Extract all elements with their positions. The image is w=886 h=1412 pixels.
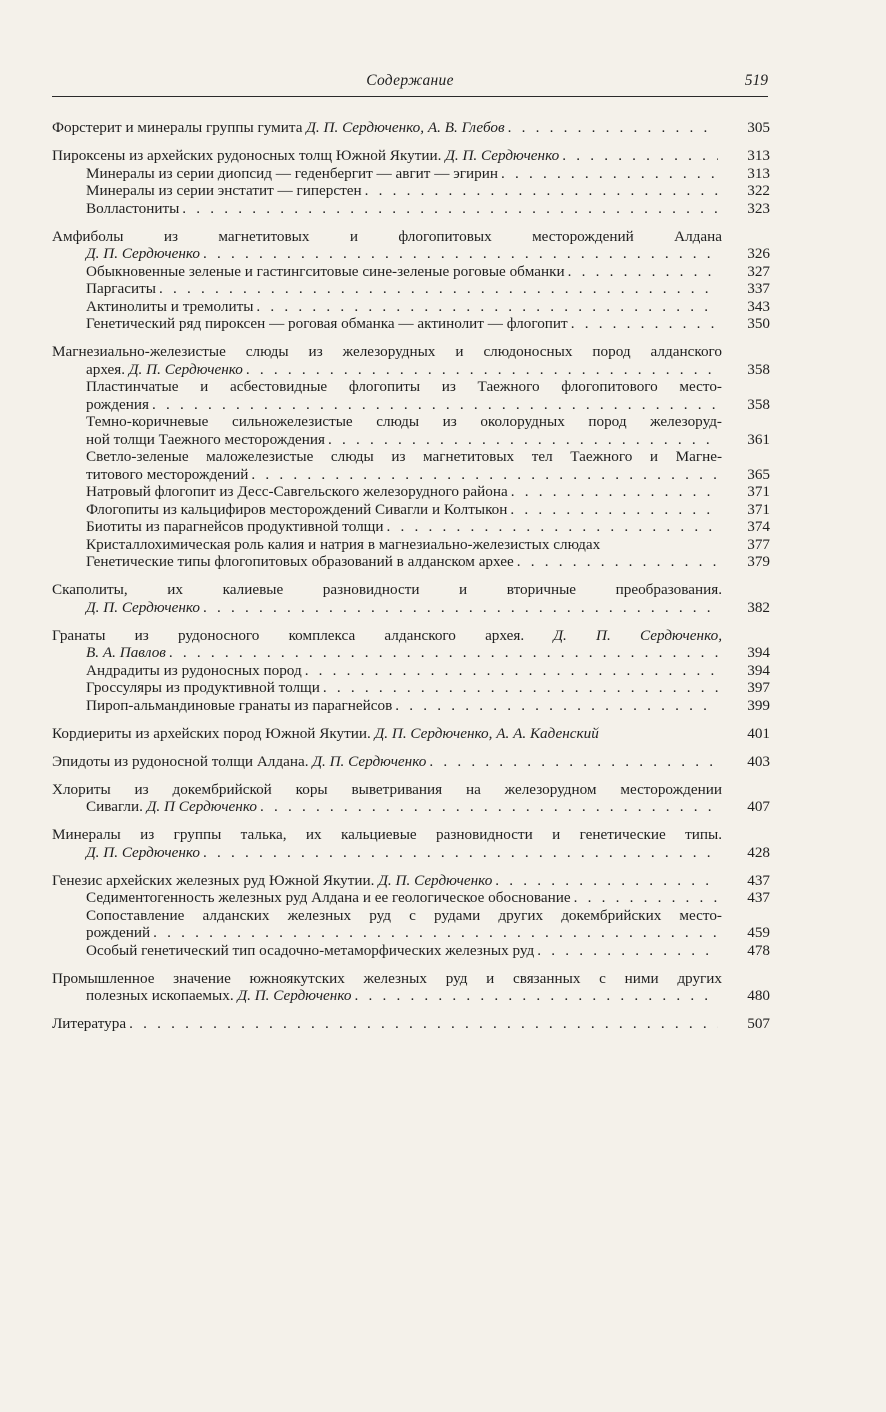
entry-title: Минералы из группы талька, их кальциевые разновидности и генетические типы.: [52, 826, 722, 843]
toc-line: [52, 781, 770, 799]
entry-page-number: 371: [747, 483, 770, 500]
entry-title: рождения: [86, 395, 150, 413]
entry-author: Д. П. Сердюченко: [312, 752, 427, 770]
entry-author: Д. П. Сердюченко: [445, 147, 560, 164]
toc-entry[interactable]: [52, 753, 770, 771]
toc-line: [52, 798, 770, 816]
dot-leader: [129, 1015, 718, 1033]
toc-entry[interactable]: [52, 228, 770, 333]
toc-entry[interactable]: [52, 581, 770, 616]
dot-leader: [562, 147, 718, 165]
dot-leader: [537, 942, 718, 960]
dot-leader: [246, 361, 718, 379]
dot-leader: [182, 200, 718, 218]
toc-line: [52, 581, 770, 599]
toc-line: [86, 697, 770, 715]
entry-text: [52, 581, 722, 599]
entry-page-number: 394: [747, 644, 770, 661]
entry-title: Эпидоты из рудоносной толщи Алдана.: [52, 752, 309, 770]
entry-title: Сопоставление алданских железных руд с рудами других докембрийских место-: [86, 906, 722, 924]
dot-leader: [511, 483, 718, 501]
entry-title: Натровый флогопит из Десс-Савгельского железорудного района: [86, 483, 508, 500]
entry-title: Генетический ряд пироксен — роговая обманка — актинолит — флогопит: [86, 315, 568, 332]
entry-title: рождений: [86, 924, 151, 941]
toc-line: [86, 263, 770, 281]
dot-leader: [159, 280, 718, 298]
dot-leader: [365, 182, 718, 200]
toc-entry[interactable]: [52, 119, 770, 137]
entry-page-number: 397: [747, 679, 770, 696]
toc-line: [86, 518, 770, 536]
entry-page-number: 507: [747, 1015, 770, 1032]
dot-leader: [328, 431, 718, 449]
toc-line: [52, 826, 770, 844]
entry-title: Скаполиты, их калиевые разновидности и вторичные преобразования.: [52, 581, 722, 598]
entry-page-number: 313: [747, 147, 770, 164]
entry-title: ной толщи Таежного месторождения: [86, 430, 326, 448]
dot-leader: [571, 315, 718, 333]
dot-leader: [305, 662, 718, 680]
toc-line: [86, 662, 770, 680]
toc-line: [86, 165, 770, 183]
entry-author: В. А. Павлов: [86, 644, 166, 661]
dot-leader: [153, 924, 718, 942]
toc-line: [86, 298, 770, 316]
dot-leader: [169, 644, 718, 662]
entry-text: [86, 263, 565, 281]
entry-text: [86, 448, 722, 466]
entry-text: [86, 697, 392, 715]
toc-subentry[interactable]: [52, 518, 770, 536]
entry-title: Светло-зеленые маложелезистые слюды из магнетитовых тел Таежного и Магне-: [86, 448, 722, 465]
toc-line: [86, 315, 770, 333]
toc-subentry[interactable]: [52, 889, 770, 907]
entry-page-number: 327: [747, 262, 770, 280]
entry-text: [86, 942, 534, 960]
toc-line: [86, 907, 770, 925]
entry-title: Промышленное значение южноякутских железных руд и связанных с ними других: [52, 969, 722, 987]
entry-page-number: 361: [747, 430, 770, 448]
entry-title: Форстерит и минералы группы гумита: [52, 119, 303, 136]
entry-author: Д. П. Сердюченко,: [553, 626, 722, 644]
entry-text: [86, 466, 248, 484]
toc-line: [52, 644, 770, 662]
toc-line: [52, 725, 770, 743]
entry-title: Гроссуляры из продуктивной толщи: [86, 679, 320, 696]
toc-subentry[interactable]: [52, 165, 770, 183]
entry-title: Темно-коричневые сильножелезистые слюды из околорудных пород железоруд-: [86, 413, 722, 430]
dot-leader: [256, 298, 718, 316]
entry-text: [52, 627, 722, 645]
entry-text: [86, 280, 156, 298]
entry-title: Кристаллохимическая роль калия и натрия в магнезиально-железистых слюдах: [86, 535, 601, 553]
entry-title: Кордиериты из архейских пород Южной Якутии.: [52, 724, 371, 742]
entry-author: Д. П. Сердюченко, А. В. Глебов: [306, 119, 505, 136]
toc-line: [86, 942, 770, 960]
toc-line: [86, 924, 770, 942]
entry-text: [52, 119, 505, 137]
toc-line: [52, 844, 770, 862]
entry-author: Д. П. Сердюченко: [86, 843, 201, 861]
toc-line: [52, 147, 770, 165]
entry-author: Д. П. Сердюченко: [237, 987, 352, 1004]
entry-text: [52, 781, 722, 799]
dot-leader: [251, 466, 718, 484]
entry-text: [52, 753, 426, 771]
entry-page-number: 459: [747, 924, 770, 941]
entry-page-number: 437: [747, 871, 770, 889]
entry-title: Биотиты из парагнейсов продуктивной толщи: [86, 518, 384, 535]
entry-page-number: 403: [747, 752, 770, 770]
toc-line: [86, 280, 770, 298]
entry-text: [52, 826, 722, 844]
toc-line: [52, 119, 770, 137]
entry-title: Флогопиты из кальцифиров месторождений Сивагли и Колтыкон: [86, 500, 508, 518]
toc-line: [86, 200, 770, 218]
toc-subentry[interactable]: [52, 662, 770, 680]
entry-title: полезных ископаемых.: [86, 987, 234, 1004]
entry-page-number: 313: [747, 164, 770, 182]
entry-text: [86, 378, 722, 396]
entry-text: [52, 970, 722, 988]
entry-page-number: 437: [747, 889, 770, 906]
toc-subentry[interactable]: [52, 280, 770, 298]
toc-line: [52, 343, 770, 361]
toc-subentry[interactable]: [52, 378, 770, 413]
entry-author: Д. П. Сердюченко: [128, 360, 243, 378]
dot-leader: [501, 165, 718, 183]
dot-leader: [354, 987, 718, 1005]
toc-entry[interactable]: [52, 781, 770, 816]
toc-line: [86, 483, 770, 501]
entry-page-number: 399: [747, 696, 770, 714]
entry-title: Литература: [52, 1015, 127, 1032]
entry-text: [86, 200, 179, 218]
entry-author: Д. П. Сердюченко: [86, 245, 201, 262]
entry-text: [86, 889, 571, 907]
toc-entry[interactable]: [52, 826, 770, 861]
toc-subentry[interactable]: [52, 942, 770, 960]
entry-page-number: 428: [747, 843, 770, 861]
entry-text: [86, 662, 302, 680]
entry-text: [86, 361, 243, 379]
entry-text: [86, 315, 568, 333]
toc-line: [52, 228, 770, 246]
entry-title: Андрадиты из рудоносных пород: [86, 661, 302, 679]
entry-text: [86, 679, 320, 697]
entry-text: [52, 872, 492, 890]
entry-author: Д. П. Сердюченко, А. А. Каденский: [374, 724, 599, 742]
entry-text: [86, 298, 253, 316]
toc-line: [52, 987, 770, 1005]
toc-subentry[interactable]: [52, 697, 770, 715]
entry-page-number: 407: [747, 798, 770, 815]
entry-title: Пластинчатые и асбестовидные флогопиты из Таежного флогопитового место-: [86, 378, 722, 395]
entry-text: [86, 553, 514, 571]
entry-text: [86, 599, 200, 617]
entry-text: [86, 165, 498, 183]
dot-leader: [574, 889, 718, 907]
toc-entry[interactable]: [52, 627, 770, 715]
dot-leader: [395, 697, 718, 715]
entry-text: [52, 228, 722, 246]
entry-text: [86, 396, 149, 414]
toc-line: [86, 501, 770, 519]
entry-page-number: 379: [747, 553, 770, 570]
entry-page-number: 365: [747, 465, 770, 483]
toc-subentry[interactable]: [52, 448, 770, 483]
dot-leader: [203, 844, 718, 862]
toc-line: [86, 889, 770, 907]
entry-title: Магнезиально-железистые слюды из железорудных и слюдоносных пород алданского: [52, 343, 722, 360]
entry-title: Минералы из серии диопсид — геденбергит — авгит — эгирин: [86, 164, 498, 182]
toc-line: [52, 245, 770, 263]
toc-line: [52, 599, 770, 617]
toc-line: [52, 872, 770, 890]
running-head: [52, 70, 768, 97]
entry-page-number: 394: [747, 661, 770, 679]
toc-line: [86, 182, 770, 200]
entry-text: [86, 245, 200, 263]
entry-text: [86, 431, 325, 449]
toc-entry[interactable]: [52, 872, 770, 960]
toc-line: [86, 413, 770, 431]
toc-line: [86, 553, 770, 571]
toc-subentry[interactable]: [52, 536, 770, 554]
entry-title: Хлориты из докембрийской коры выветривания на железорудном месторождении: [52, 780, 722, 798]
toc-line: [86, 679, 770, 697]
entry-text: [52, 725, 599, 743]
entry-page-number: 401: [747, 724, 770, 742]
entry-text: [86, 182, 362, 200]
entry-text: [86, 907, 722, 925]
entry-author: Д. П. Сердюченко: [378, 871, 493, 889]
toc-subentry[interactable]: [52, 315, 770, 333]
entry-author: Д. П. Сердюченко: [86, 598, 201, 616]
entry-text: [86, 924, 150, 942]
entry-title: Пироксены из архейских рудоносных толщ Южной Якутии.: [52, 147, 442, 164]
dot-leader: [568, 263, 718, 281]
entry-title: Особый генетический тип осадочно-метаморфических железных руд: [86, 941, 535, 959]
toc-subentry[interactable]: [52, 907, 770, 942]
toc-subentry[interactable]: [52, 483, 770, 501]
toc-entry[interactable]: [52, 1015, 770, 1033]
toc-line: [52, 627, 770, 645]
entry-text: [86, 536, 600, 554]
entry-title: Минералы из серии энстатит — гиперстен: [86, 182, 362, 199]
entry-title: Паргаситы: [86, 280, 156, 297]
entry-title: Актинолиты и тремолиты: [86, 297, 254, 315]
entry-text: [86, 501, 507, 519]
toc-line: [52, 361, 770, 379]
entry-text: [86, 844, 200, 862]
page-number: 519: [744, 72, 768, 89]
dot-leader: [260, 798, 718, 816]
dot-leader: [429, 753, 718, 771]
table-of-contents: [52, 119, 770, 1043]
dot-leader: [517, 553, 718, 571]
entry-page-number: 377: [747, 535, 770, 553]
entry-text: [86, 413, 722, 431]
entry-text: [86, 483, 508, 501]
entry-title: архея.: [86, 360, 126, 378]
toc-line: [52, 970, 770, 988]
dot-leader: [323, 679, 718, 697]
entry-title: Обыкновенные зеленые и гастингситовые сине-зеленые роговые обманки: [86, 262, 565, 280]
entry-page-number: 305: [747, 119, 770, 136]
toc-line: [86, 396, 770, 414]
dot-leader: [203, 599, 718, 617]
entry-text: [86, 798, 257, 816]
entry-page-number: 350: [747, 315, 770, 332]
toc-subentry[interactable]: [52, 182, 770, 200]
toc-line: [86, 466, 770, 484]
toc-line: [52, 1015, 770, 1033]
entry-page-number: 337: [747, 280, 770, 297]
entry-title: Гранаты из рудоносного комплекса алданского архея.: [52, 626, 525, 644]
entry-page-number: 323: [747, 199, 770, 217]
dot-leader: [510, 501, 718, 519]
entry-title: Генетические типы флогопитовых образований в алданском архее: [86, 553, 514, 570]
entry-text: [86, 644, 166, 662]
toc-line: [86, 448, 770, 466]
toc-line: [86, 536, 770, 554]
dot-leader: [508, 119, 718, 137]
toc-subentry[interactable]: [52, 501, 770, 519]
entry-page-number: 326: [747, 245, 770, 262]
toc-subentry[interactable]: [52, 413, 770, 448]
entry-title: титового месторождений: [86, 465, 249, 483]
entry-title: Генезис архейских железных руд Южной Якутии.: [52, 871, 375, 889]
entry-text: [86, 518, 384, 536]
toc-entry[interactable]: [52, 970, 770, 1005]
entry-page-number: 322: [747, 182, 770, 199]
toc-subentry[interactable]: [52, 298, 770, 316]
toc-line: [86, 431, 770, 449]
entry-page-number: 478: [747, 941, 770, 959]
toc-line: [86, 378, 770, 396]
entry-title: Сивагли.: [86, 798, 143, 815]
entry-text: [52, 1015, 126, 1033]
dot-leader: [495, 872, 718, 890]
entry-page-number: 358: [747, 395, 770, 413]
entry-title: Пироп-альмандиновые гранаты из парагнейсов: [86, 696, 393, 714]
dot-leader: [203, 245, 718, 263]
entry-page-number: 371: [747, 500, 770, 518]
entry-text: [86, 987, 351, 1005]
entry-title: Амфиболы из магнетитовых и флогопитовых месторождений Алдана: [52, 227, 722, 245]
entry-page-number: 480: [747, 987, 770, 1004]
entry-text: [52, 147, 559, 165]
entry-title: Седиментогенность железных руд Алдана и ее геологическое обоснование: [86, 889, 571, 906]
toc-subentry[interactable]: [52, 553, 770, 571]
entry-page-number: 358: [747, 360, 770, 378]
entry-page-number: 343: [747, 297, 770, 315]
dot-leader: [387, 518, 719, 536]
toc-subentry[interactable]: [52, 263, 770, 281]
entry-page-number: 374: [747, 518, 770, 535]
entry-page-number: 382: [747, 598, 770, 616]
toc-entry[interactable]: [52, 343, 770, 571]
toc-subentry[interactable]: [52, 679, 770, 697]
toc-entry[interactable]: [52, 147, 770, 217]
entry-title: Волластониты: [86, 199, 180, 217]
page-title: Содержание: [366, 72, 454, 89]
toc-entry[interactable]: [52, 725, 770, 743]
entry-author: Д. П Сердюченко: [146, 798, 257, 815]
toc-subentry[interactable]: [52, 200, 770, 218]
entry-text: [52, 343, 722, 361]
toc-line: [52, 753, 770, 771]
dot-leader: [152, 396, 718, 414]
